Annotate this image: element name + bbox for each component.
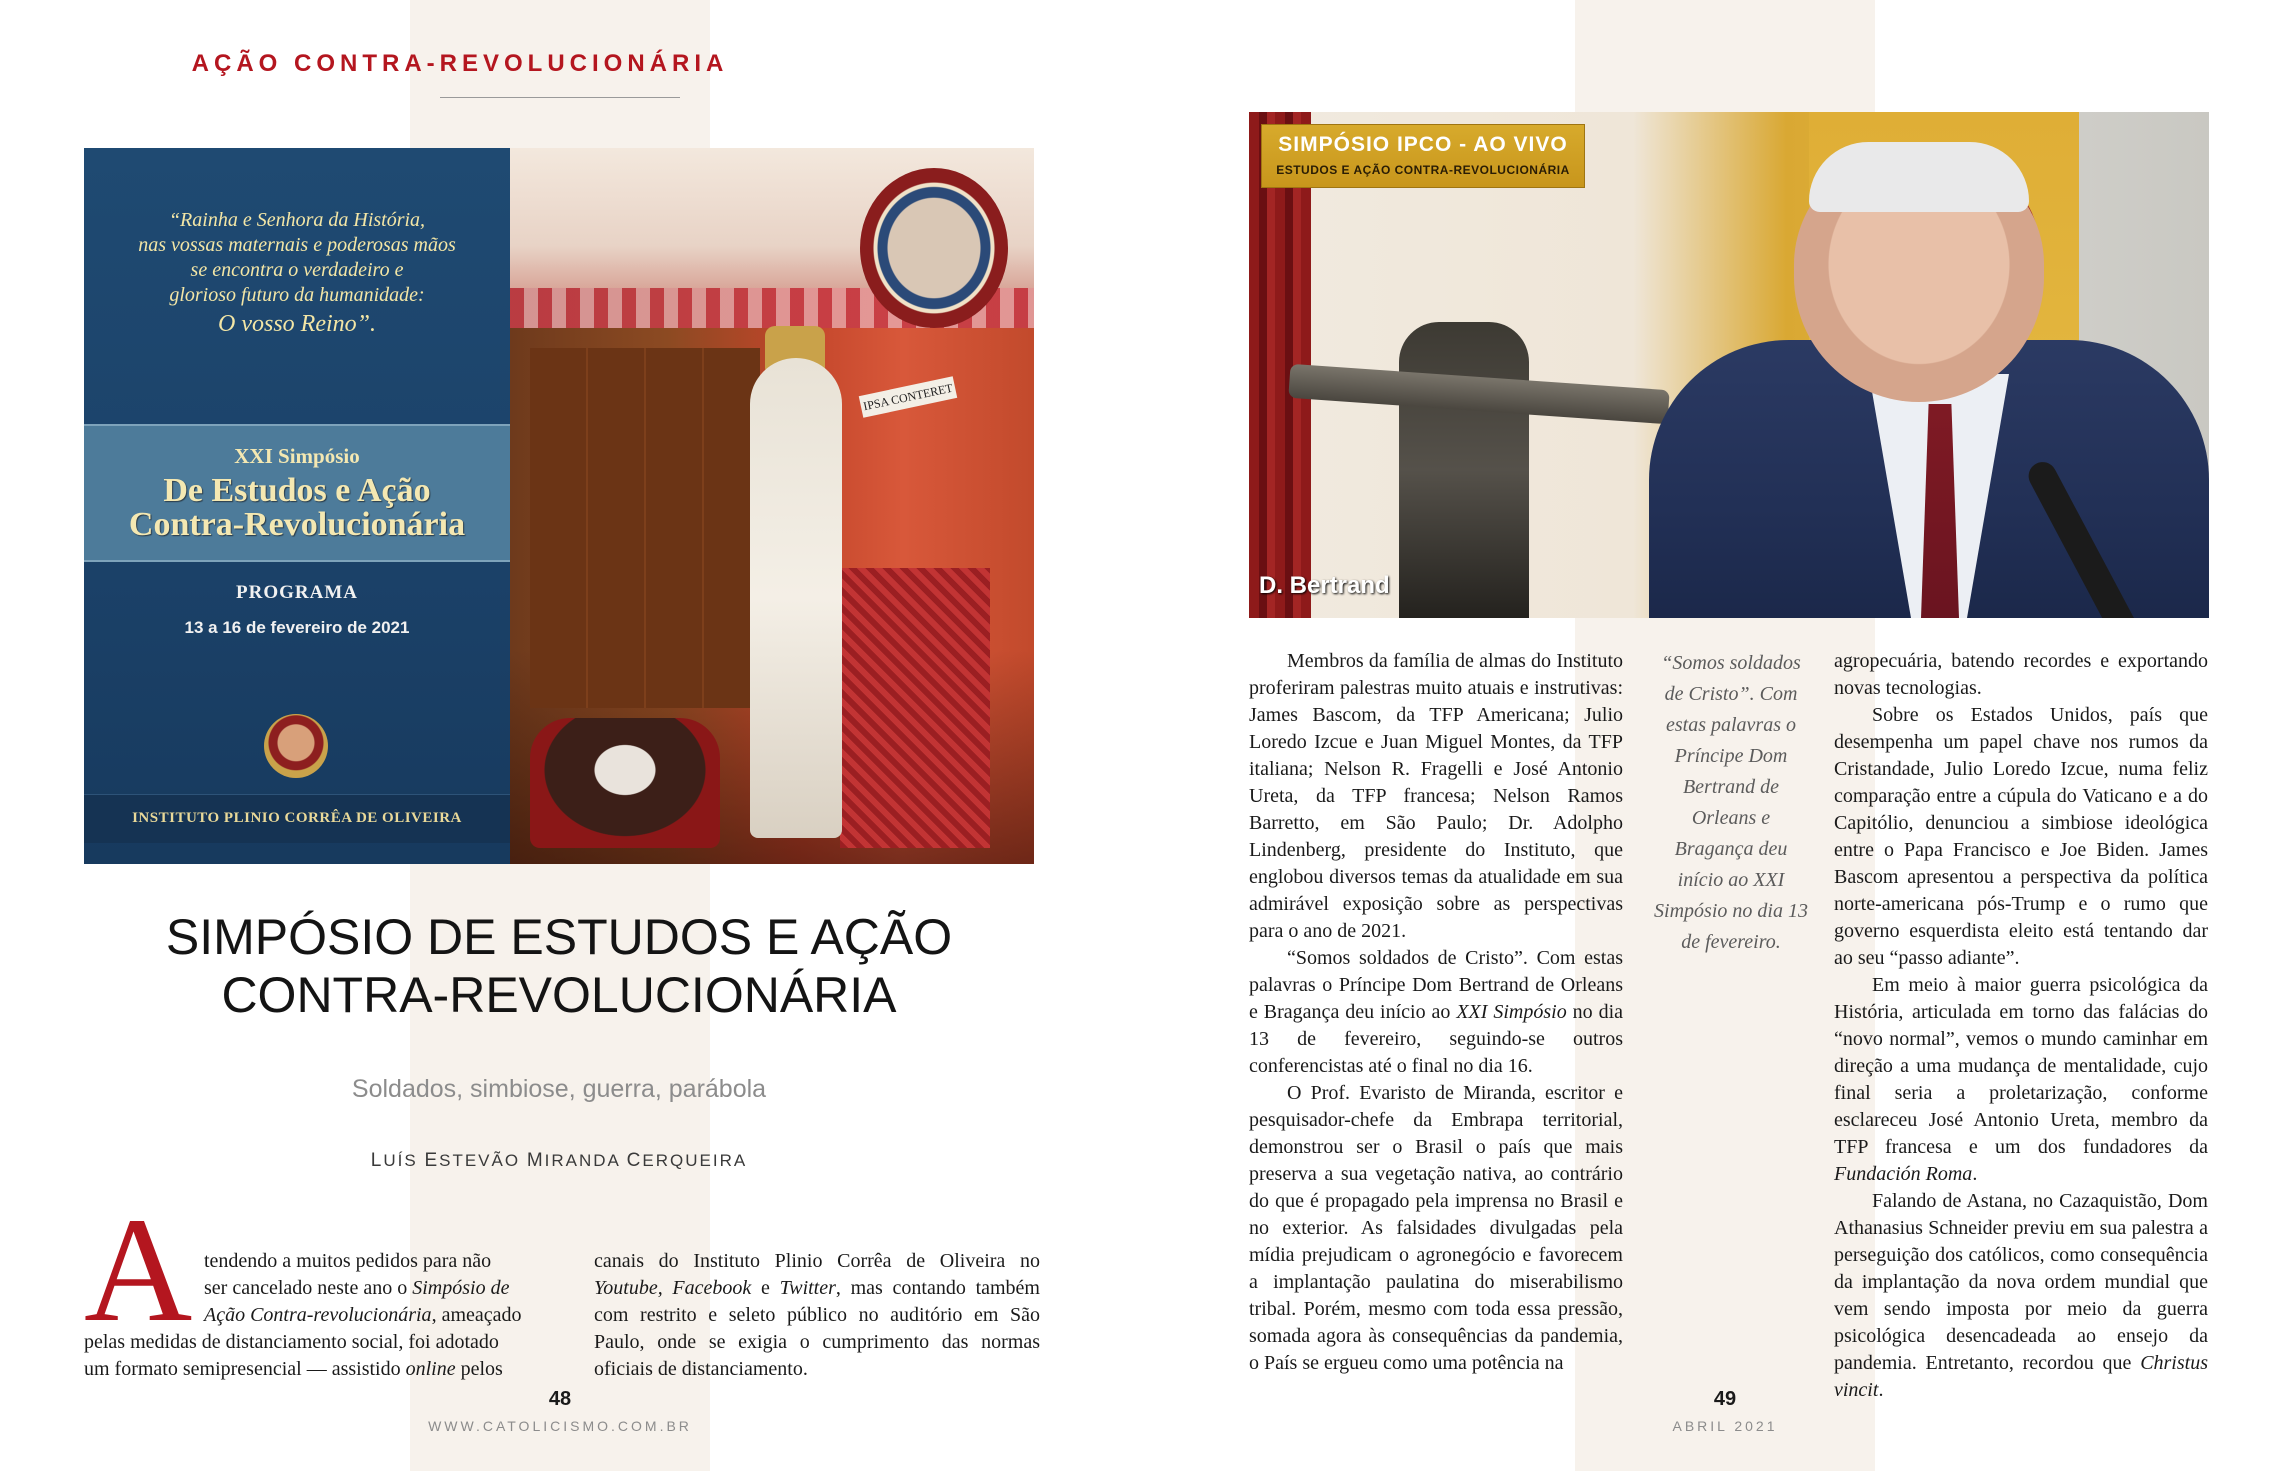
red-chair (840, 568, 990, 848)
royal-crown-icon (530, 718, 720, 848)
paragraph: Sobre os Estados Unidos, país que desempenha um papel chave nos rumos da Cristandade, Julio Loredo Izcue, numa feliz comparação entre a cúpula do Vaticano e a do Capitólio, denunciou a simbiose ideológica entre o Papa Francisco e Joe Biden. James Bascom apresentou a perspectiva da política norte-americana pós-Trump e o rumo que governo esquerdista eleito está tentando dar ao seu “passo adiante”. (1834, 704, 2208, 969)
live-badge-title: SIMPÓSIO IPCO - AO VIVO (1278, 133, 1568, 156)
article-headline (84, 908, 1034, 1024)
paragraph: “Somos soldados de Cristo”. Com estas palavras o Príncipe Dom Bertrand de Orleans e Bragança deu início ao XXI Simpósio no dia 13 de fevereiro, seguindo-se outros conferencistas até o final no dia 16. (1249, 947, 1624, 1077)
paragraph: Em meio à maior guerra psicológica da História, articulada em torno das falácias do “novo normal”, vemos o mundo caminhar em direção a uma mudança de mentalidade, cujo final seria a proletarização, conforme esclareceu José Antonio Ureta, membro da TFP francesa e um dos fundadores da Fundación Roma. (1834, 974, 2208, 1185)
poster-edition: XXI Simpósio (234, 444, 360, 468)
symposium-poster-image (84, 148, 1034, 864)
chapel-photo (510, 148, 1034, 864)
text-line: tendendo a muitos pedidos para não (204, 1250, 492, 1272)
text-line: Ação Contra-revolucionária, ameaçado (204, 1304, 522, 1326)
article-author: LUÍS ESTEVÃO MIRANDA CERQUEIRA (370, 1150, 748, 1171)
text-line: um formato semipresencial — assistido online pelos (84, 1358, 503, 1380)
headline-line2: CONTRA-REVOLUCIONÁRIA (221, 967, 897, 1023)
poster-footer-text: INSTITUTO PLINIO CORRÊA DE OLIVEIRA (132, 810, 462, 826)
footer-date: ABRIL 2021 (1672, 1418, 1778, 1434)
headline-line1: SIMPÓSIO DE ESTUDOS E AÇÃO (165, 909, 953, 965)
poster-dates: 13 a 16 de fevereiro de 2021 (184, 618, 410, 637)
text-line: ser cancelado neste ano o Simpósio de (204, 1277, 510, 1299)
section-divider (440, 97, 680, 98)
live-badge-subtitle: ESTUDOS E AÇÃO CONTRA-REVOLUCIONÁRIA (1276, 163, 1570, 177)
section-title: AÇÃO CONTRA-REVOLUCIONÁRIA (191, 50, 729, 77)
wood-panel (530, 348, 760, 708)
poster-title-line2: Contra-Revolucionária (128, 506, 466, 543)
paragraph: Membros da família de almas do Instituto proferiram palestras muito atuais e instrutivas: James Bascom, da TFP Americana; Julio Loredo Izcue e Juan Miguel Montes, da TFP italiana; Nelson R. Fragelli e José Antonio Ureta, da TFP francesa; Nelson Ramos Barretto, em São Paulo; Dr. Adolpho Lindenberg, presidente do Instituto, que englobou diversos temas da atualidade em sua admirável exposição sobre as perspectivas para o ano de 2021. (1249, 650, 1623, 942)
poster-quote (106, 208, 488, 337)
poster-quote-line: glorioso futuro da humanidade: (169, 284, 425, 306)
crucifix-statue-icon (1399, 322, 1529, 618)
body-column-2 (594, 1248, 1040, 1383)
pull-quote: “Somos soldados de Cristo”. Com estas palavras o Príncipe Dom Bertrand de Orleans e Bragança deu início ao XXI Simpósio no dia 13 de fevereiro. (1654, 652, 1808, 953)
poster-programa: PROGRAMA (236, 582, 358, 603)
text-line: pelas medidas de distanciamento social, foi adotado (84, 1331, 499, 1353)
dropcap-letter: A (84, 1187, 193, 1353)
poster-quote-line: nas vossas maternais e poderosas mãos (138, 234, 456, 256)
page-number-right: 49 (1713, 1388, 1737, 1410)
institute-seal-icon (264, 714, 328, 778)
madonna-statue-icon (750, 358, 842, 838)
page-number-left: 48 (548, 1388, 572, 1410)
body-column-1 (84, 1248, 530, 1383)
body-column-4 (1834, 648, 2208, 1404)
paragraph: agropecuária, batendo recordes e exportando novas tecnologias. (1834, 650, 2208, 699)
speaker-photo (1249, 112, 2209, 618)
poster-quote-line: se encontra o verdadeiro e (190, 259, 404, 281)
wall-plaque: IPSA CONTERET (859, 376, 957, 417)
portrait-roundel-icon (860, 168, 1008, 328)
poster-footer (84, 794, 510, 843)
paragraph: Falando de Astana, no Cazaquistão, Dom Athanasius Schneider previu em sua palestra a perseguição dos católicos, como consequência da implantação da nova ordem mundial que vem sendo imposta por meio da guerra psicológica desencadeada ao ensejo da pandemia. Entretanto, recordou que Christus vincit. (1834, 1190, 2208, 1401)
poster-title-line1: De Estudos e Ação (163, 472, 431, 509)
live-badge (1261, 124, 1585, 188)
paragraph: canais do Instituto Plinio Corrêa de Oliveira no Youtube, Facebook e Twitter, mas contando também com restrito e seleto público no auditório em São Paulo, onde se exigia o cumprimento das normas oficiais de distanciamento. (594, 1250, 1040, 1380)
photo-caption: D. Bertrand (1259, 572, 1390, 599)
poster-title-band (84, 424, 510, 562)
footer-url: WWW.CATOLICISMO.COM.BR (428, 1418, 692, 1434)
paragraph: O Prof. Evaristo de Miranda, escritor e pesquisador-chefe da Embrapa territorial, demonstrou ser o Brasil o país que mais preserva a sua vegetação nativa, ao contrário do que é propagado pela imprensa no Brasil e no exterior. As falsidades divulgadas pela mídia prejudicam o agronegócio e favorecem a implantação paulatina do miserabilismo tribal. Porém, mesmo com toda essa pressão, somada agora às consequências da pandemia, o País se ergueu como uma potência na (1249, 1082, 1623, 1374)
speaker-hair (1809, 142, 2029, 212)
article-subtitle: Soldados, simbiose, guerra, parábola (351, 1075, 767, 1103)
poster-blue-panel (84, 148, 510, 864)
poster-quote-line: “Rainha e Senhora da História, (168, 209, 426, 231)
body-column-3 (1249, 648, 1623, 1377)
poster-title (84, 474, 510, 542)
poster-quote-last: O vosso Reino”. (218, 311, 376, 337)
